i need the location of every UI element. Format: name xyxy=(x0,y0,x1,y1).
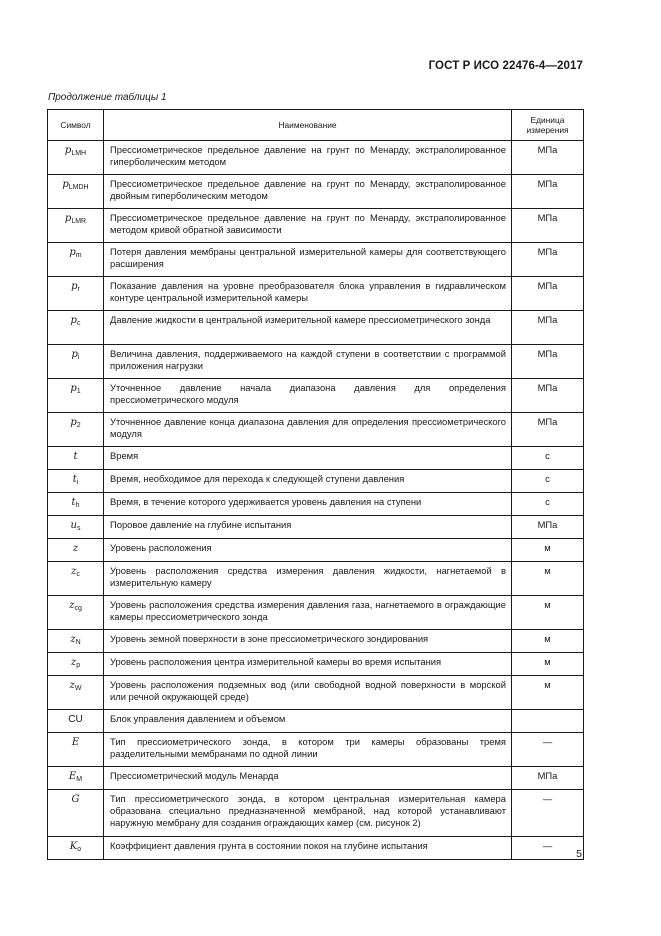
table-row xyxy=(48,630,584,653)
symbol-cell xyxy=(48,767,104,790)
unit-cell: м xyxy=(512,676,584,710)
column-header-symbol: Символ xyxy=(48,110,104,141)
symbol-cell xyxy=(48,653,104,676)
name-cell: Тип прессиометрического зонда, в котором три камеры образованы тремя разделительными мембранами по одной линии xyxy=(104,733,512,767)
symbol-cell xyxy=(48,710,104,733)
name-cell: Уровень земной поверхности в зоне прессиометрического зондирования xyxy=(104,630,512,653)
symbol-main: z xyxy=(69,600,75,611)
symbol-cell xyxy=(48,243,104,277)
symbol-main: z xyxy=(72,543,79,554)
symbol-subscript: c xyxy=(76,571,80,578)
symbol-main: G xyxy=(71,794,80,805)
unit-cell: МПа xyxy=(512,277,584,311)
symbol-subscript: W xyxy=(74,685,82,692)
symbol-main: u xyxy=(70,520,77,531)
symbol-cell xyxy=(48,311,104,345)
unit-cell: МПа xyxy=(512,141,584,175)
name-cell: Уточненное давление конца диапазона давления для определения прессиометрического модуля xyxy=(104,413,512,447)
name-cell: Время xyxy=(104,447,512,470)
name-cell: Уровень расположения центра измерительной камеры во время испытания xyxy=(104,653,512,676)
name-cell: Поровое давление на глубине испытания xyxy=(104,516,512,539)
table-row xyxy=(48,790,584,837)
table-row xyxy=(48,562,584,596)
symbol-cell xyxy=(48,539,104,562)
symbol-cell xyxy=(48,277,104,311)
unit-cell: МПа xyxy=(512,379,584,413)
document-standard-header: ГОСТ Р ИСО 22476-4—2017 xyxy=(428,60,583,72)
table-row xyxy=(48,837,584,860)
unit-cell: МПа xyxy=(512,243,584,277)
symbol-main: p xyxy=(71,349,78,360)
unit-cell: — xyxy=(512,790,584,837)
symbol-main: t xyxy=(73,451,78,462)
unit-cell: с xyxy=(512,493,584,516)
unit-cell: м xyxy=(512,539,584,562)
symbol-main: p xyxy=(70,315,77,326)
symbol-main: z xyxy=(70,634,76,645)
table-body xyxy=(48,141,584,860)
symbol-subscript: r xyxy=(77,286,80,293)
unit-cell: м xyxy=(512,596,584,630)
table-row xyxy=(48,653,584,676)
symbol-main: p xyxy=(70,383,77,394)
table-row xyxy=(48,175,584,209)
symbol-subscript: s xyxy=(76,525,81,532)
table-row xyxy=(48,596,584,630)
symbol-subscript: c xyxy=(76,320,81,327)
symbol-main: p xyxy=(69,247,76,258)
symbol-cell xyxy=(48,470,104,493)
unit-cell: — xyxy=(512,733,584,767)
symbol-subscript: h xyxy=(75,502,80,509)
symbol-main: z xyxy=(69,680,75,691)
unit-cell: с xyxy=(512,470,584,493)
table-row xyxy=(48,209,584,243)
symbols-table xyxy=(47,109,584,860)
name-cell: Время, в течение которого удерживается уровень давления на ступени xyxy=(104,493,512,516)
symbol-main: p xyxy=(64,213,72,224)
table-header-row xyxy=(48,110,584,141)
table-row xyxy=(48,447,584,470)
symbol-cell xyxy=(48,379,104,413)
name-cell: Тип прессиометрического зонда, в котором центральная измерительная камера образована специально предназначенной мембраной, над которой устанавливают наружную мембрану для создания ограждающих камер (см. рисунок 2) xyxy=(104,790,512,837)
column-header-name: Наименование xyxy=(104,110,512,141)
symbol-cell xyxy=(48,630,104,653)
name-cell: Уровень расположения xyxy=(104,539,512,562)
name-cell: Потеря давления мембраны центральной измерительной камеры для соответствующего расширения xyxy=(104,243,512,277)
unit-cell: МПа xyxy=(512,345,584,379)
name-cell: Уровень расположения подземных вод (или свободной водной поверхности в морской или речной окружающей среде) xyxy=(104,676,512,710)
name-cell: Прессиометрический модуль Менарда xyxy=(104,767,512,790)
table-row xyxy=(48,710,584,733)
unit-cell: МПа xyxy=(512,516,584,539)
table-row xyxy=(48,676,584,710)
unit-cell: м xyxy=(512,653,584,676)
symbol-main: p xyxy=(71,281,78,292)
symbol-subscript: i xyxy=(76,479,79,486)
symbol-cell xyxy=(48,562,104,596)
symbol-cell xyxy=(48,209,104,243)
symbol-main: z xyxy=(71,566,77,577)
symbol-main: CU xyxy=(68,714,83,725)
symbol-cell xyxy=(48,141,104,175)
symbol-main: p xyxy=(64,145,72,156)
symbol-subscript: o xyxy=(77,846,82,853)
symbol-cell xyxy=(48,837,104,860)
name-cell: Уровень расположения средства измерения давления жидкости, нагнетаемой в измерительную камеру xyxy=(104,562,512,596)
symbol-subscript: LMH xyxy=(71,150,87,157)
symbol-main: z xyxy=(70,657,77,668)
name-cell: Уточненное давление начала диапазона давления для определения прессиометрического модуля xyxy=(104,379,512,413)
symbol-subscript: LMDH xyxy=(68,184,89,191)
table-caption: Продолжение таблицы 1 xyxy=(48,92,167,103)
unit-cell: — xyxy=(512,837,584,860)
symbol-subscript: N xyxy=(75,639,81,646)
name-cell: Давление жидкости в центральной измерительной камере прессиометрического зонда xyxy=(104,311,512,345)
symbol-subscript: m xyxy=(75,252,82,259)
symbol-main: p xyxy=(62,179,69,190)
symbol-cell xyxy=(48,516,104,539)
symbol-cell xyxy=(48,733,104,767)
symbol-main: K xyxy=(69,841,78,852)
table-row xyxy=(48,141,584,175)
table-row xyxy=(48,767,584,790)
unit-cell: МПа xyxy=(512,413,584,447)
table-row xyxy=(48,539,584,562)
name-cell: Блок управления давлением и объемом xyxy=(104,710,512,733)
table-row xyxy=(48,470,584,493)
symbol-subscript: 1 xyxy=(76,388,81,395)
unit-cell: МПа xyxy=(512,175,584,209)
symbol-main: E xyxy=(68,771,77,782)
name-cell: Величина давления, поддерживаемого на каждой ступени в соответствии с программой приложения нагрузки xyxy=(104,345,512,379)
table-row xyxy=(48,493,584,516)
symbol-main: p xyxy=(70,417,77,428)
symbol-cell xyxy=(48,676,104,710)
name-cell: Показание давления на уровне преобразователя блока управления в гидравлическом контуре центральной измерительной камеры xyxy=(104,277,512,311)
unit-cell: м xyxy=(512,630,584,653)
name-cell: Прессиометрическое предельное давление на грунт по Менарду, экстраполированное гиперболическим методом xyxy=(104,141,512,175)
symbol-main: t xyxy=(72,474,77,485)
symbol-cell xyxy=(48,790,104,837)
symbol-subscript: 2 xyxy=(76,422,81,429)
name-cell: Прессиометрическое предельное давление на грунт по Менарду, экстраполированное методом кривой обратной зависимости xyxy=(104,209,512,243)
symbol-main: E xyxy=(71,737,80,748)
symbol-cell xyxy=(48,493,104,516)
symbol-cell xyxy=(48,175,104,209)
symbol-subscript: p xyxy=(76,662,81,669)
unit-cell xyxy=(512,710,584,733)
unit-cell: м xyxy=(512,562,584,596)
page-number: 5 xyxy=(576,848,582,860)
table-row xyxy=(48,379,584,413)
symbol-cell xyxy=(48,413,104,447)
symbol-subscript: M xyxy=(76,776,83,783)
symbol-cell xyxy=(48,447,104,470)
table-row xyxy=(48,733,584,767)
table-row xyxy=(48,516,584,539)
unit-cell: МПа xyxy=(512,209,584,243)
table-row xyxy=(48,413,584,447)
name-cell: Уровень расположения средства измерения давления газа, нагнетаемого в ограждающие камеры прессиометрического зонда xyxy=(104,596,512,630)
column-header-unit: Единица измерения xyxy=(512,110,584,141)
unit-cell: МПа xyxy=(512,767,584,790)
symbol-main: t xyxy=(71,497,76,508)
symbol-cell xyxy=(48,596,104,630)
symbol-cell xyxy=(48,345,104,379)
table-row xyxy=(48,345,584,379)
table-row xyxy=(48,243,584,277)
symbol-subscript: i xyxy=(77,354,80,361)
symbol-subscript: cg xyxy=(74,605,82,612)
name-cell: Коэффициент давления грунта в состоянии покоя на глубине испытания xyxy=(104,837,512,860)
name-cell: Время, необходимое для перехода к следующей ступени давления xyxy=(104,470,512,493)
table-row xyxy=(48,311,584,345)
symbol-subscript: LMR xyxy=(71,218,87,225)
name-cell: Прессиометрическое предельное давление на грунт по Менарду, экстраполированное двойным гиперболическим методом xyxy=(104,175,512,209)
table-row xyxy=(48,277,584,311)
unit-cell: МПа xyxy=(512,311,584,345)
unit-cell: с xyxy=(512,447,584,470)
